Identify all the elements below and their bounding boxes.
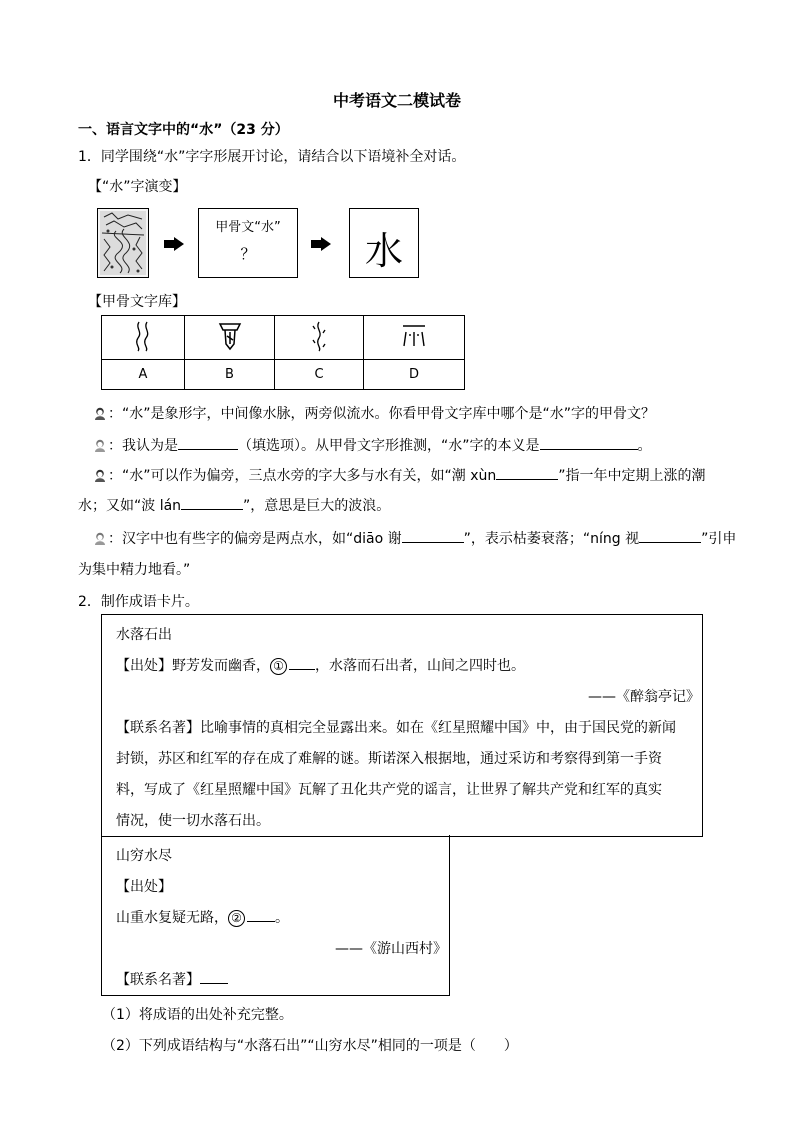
- idiom-card-2: [101, 835, 450, 996]
- classic-link-label: 【联系名著】: [116, 972, 200, 988]
- dialog-text-4a: ：汉字中也有些字的偏旁是两点水，如“diāo 谢: [108, 531, 402, 547]
- answer-blank[interactable]: [402, 528, 464, 543]
- answer-blank[interactable]: [181, 495, 243, 510]
- dialog-text-2c: 。: [637, 438, 652, 454]
- sub-question-1: （1）将成语的出处补充完整。: [102, 1007, 293, 1023]
- classic-link-line: 封锁，苏区和红军的存在成了难解的谜。斯诺深入根据地，通过采访和考察得到第一手资: [116, 751, 662, 767]
- answer-blank[interactable]: [496, 465, 558, 480]
- blank-number-2: ②: [228, 910, 245, 927]
- idiom-source-1: [116, 655, 525, 675]
- glyph-c: [275, 316, 364, 360]
- dialog-text-2a: ：我认为是: [108, 438, 178, 454]
- classic-link-line: 料，写成了《红星照耀中国》瓦解了丑化共产党的谣言，让世界了解共产党和红军的真实: [116, 782, 662, 798]
- answer-blank[interactable]: [247, 907, 275, 922]
- evolution-label: 【“水”字演变】: [88, 179, 187, 195]
- idiom-card-1: [101, 614, 703, 837]
- option-d: D: [364, 360, 465, 390]
- dialog-text-4c: ”引申: [701, 531, 737, 547]
- option-b: B: [185, 360, 275, 390]
- ancient-water-image: [97, 208, 149, 278]
- source-citation-1: ——《醉翁亭记》: [588, 689, 700, 705]
- dialog-text-3a: ：“水”可以作为偏旁，三点水旁的字大多与水有关，如“潮 xùn: [108, 468, 497, 484]
- dialog-line-3-cont: [78, 495, 390, 515]
- idiom-title-1: 水落石出: [116, 627, 172, 643]
- question-1-stem: 1．同学围绕“水”字字形展开讨论，请结合以下语境补全对话。: [78, 149, 466, 165]
- classic-link-line: 情况，使一切水落石出。: [116, 813, 270, 829]
- source-text-2a: 山重水复疑无路，: [116, 910, 228, 926]
- dialog-line-4: [94, 528, 736, 548]
- answer-blank[interactable]: [540, 435, 638, 450]
- dialog-line-4-cont: 为集中精力地看。”: [78, 562, 191, 578]
- oracle-box-question: ？: [240, 245, 256, 263]
- oracle-water-box: [198, 208, 298, 278]
- arrow-right-icon: [164, 237, 184, 251]
- answer-blank[interactable]: [639, 528, 701, 543]
- oracle-library-table: [101, 315, 465, 390]
- section-heading: 一、语言文字中的“水”（23 分）: [78, 122, 289, 138]
- source-citation-2: ——《游山西村》: [335, 941, 447, 957]
- source-text-1b: ，水落而石出者，山间之四时也。: [315, 658, 525, 674]
- option-c: C: [275, 360, 364, 390]
- oracle-box-label: 甲骨文“水”: [215, 220, 281, 235]
- dialog-line-1: [94, 403, 655, 423]
- glyph-a: [102, 316, 185, 360]
- student-avatar-icon: [94, 439, 106, 452]
- page-title: 中考语文二模试卷: [332, 91, 461, 110]
- glyph-d: [364, 316, 465, 360]
- library-label: 【甲骨文字库】: [88, 294, 186, 310]
- dialog-line-3: [94, 465, 706, 485]
- dialog-text-2b: （填选项）。从甲骨文字形推测，“水”字的本义是: [238, 438, 540, 454]
- idiom-title-2: 山穷水尽: [116, 848, 172, 864]
- dialog-text-3c: 水；又如“波 lán: [78, 498, 182, 514]
- modern-water-char: 水: [364, 229, 403, 273]
- source-text-1a: 【出处】野芳发而幽香，: [116, 658, 270, 674]
- question-2-stem: 2．制作成语卡片。: [78, 594, 199, 610]
- glyph-b: [185, 316, 275, 360]
- dialog-text-1: ：“水”是象形字，中间像水脉，两旁似流水。你看甲骨文字库中哪个是“水”字的甲骨文？: [108, 406, 656, 422]
- dialog-text-3b: ”指一年中定期上涨的潮: [558, 468, 706, 484]
- answer-blank[interactable]: [289, 655, 315, 670]
- modern-water-box: [349, 208, 419, 278]
- answer-blank[interactable]: [178, 435, 238, 450]
- dialog-line-2: [94, 435, 652, 455]
- classic-link-line: 【联系名著】比喻事情的真相完全显露出来。如在《红星照耀中国》中，由于国民党的新闻: [116, 720, 676, 736]
- dialog-text-4b: ”，表示枯萎衰落；“níng 视: [463, 531, 640, 547]
- student-avatar-icon: [94, 469, 106, 482]
- idiom-source-2: [116, 907, 289, 927]
- answer-blank[interactable]: [200, 969, 228, 984]
- arrow-right-icon: [311, 237, 331, 251]
- option-a: A: [102, 360, 185, 390]
- classic-link-2: [116, 969, 228, 989]
- student-avatar-icon: [94, 532, 106, 545]
- sub-question-2: （2）下列成语结构与“水落石出”“山穷水尽”相同的一项是（ ）: [102, 1038, 518, 1054]
- source-text-2b: 。: [275, 910, 289, 926]
- blank-number-1: ①: [270, 658, 287, 675]
- student-avatar-icon: [94, 407, 106, 420]
- dialog-text-3d: ”，意思是巨大的波浪。: [243, 498, 391, 514]
- source-label-2: 【出处】: [116, 879, 172, 895]
